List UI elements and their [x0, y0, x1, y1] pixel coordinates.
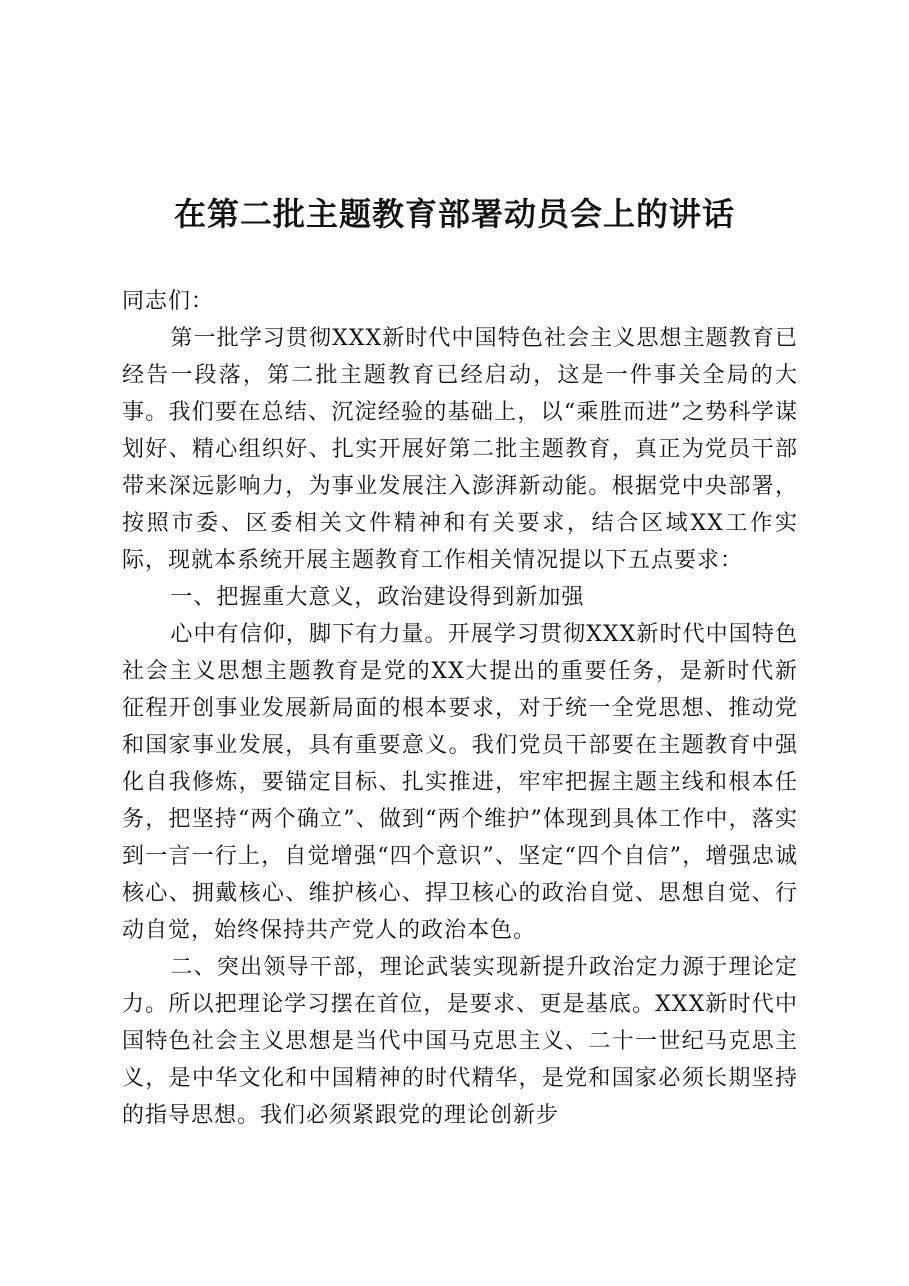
document-title: 在第二批主题教育部署动员会上的讲话: [173, 195, 735, 233]
salutation: 同志们：: [122, 289, 215, 314]
paragraph-intro: 第一批学习贯彻XXX新时代中国特色社会主义思想主题教育已经告一段落，第二批主题教育已经启动，这是一件事关全局的大事。我们要在总结、沉淀经验的基础上，以“乘胜而进”之势科学谋划好、精心组织好、扎实开展好第二批主题教育，真正为党员干部带来深远影响力，为事业发展注入澎湃新动能。根据党中央部署，按照市委、区委相关文件精神和有关要求，结合区域XX工作实际，现就本系统开展主题教育工作相关情况提以下五点要求：: [122, 326, 798, 573]
section-heading-1: 一、把握重大意义，政治建设得到新加强: [170, 585, 585, 610]
paragraph-section-1: 心中有信仰，脚下有力量。开展学习贯彻XXX新时代中国特色社会主义思想主题教育是党的XX大提出的重要任务，是新时代新征程开创事业发展新局面的根本要求，对于统一全党思想、推动党和国家事业发展，具有重要意义。我们党员干部要在主题教育中强化自我修炼，要锚定目标、扎实推进，牢牢把握主题主线和根本任务，把坚持“两个确立”、做到“两个维护”体现到具体工作中，落实到一言一行上，自觉增强“四个意识”、坚定“四个自信”，增强忠诚核心、拥戴核心、维护核心、捍卫核心的政治自觉、思想自觉、行动自觉，始终保持共产党人的政治本色。: [122, 622, 798, 943]
paragraph-section-2: 二、突出领导干部，理论武装实现新提升政治定力源于理论定力。所以把理论学习摆在首位，是要求、更是基底。XXX新时代中国特色社会主义思想是当代中国马克思主义、二十一世纪马克思主义，是中华文化和中国精神的时代精华，是党和国家必须长期坚持的指导思想。我们必须紧跟党的理论创新步: [122, 955, 798, 1128]
document-body: [122, 283, 798, 1134]
